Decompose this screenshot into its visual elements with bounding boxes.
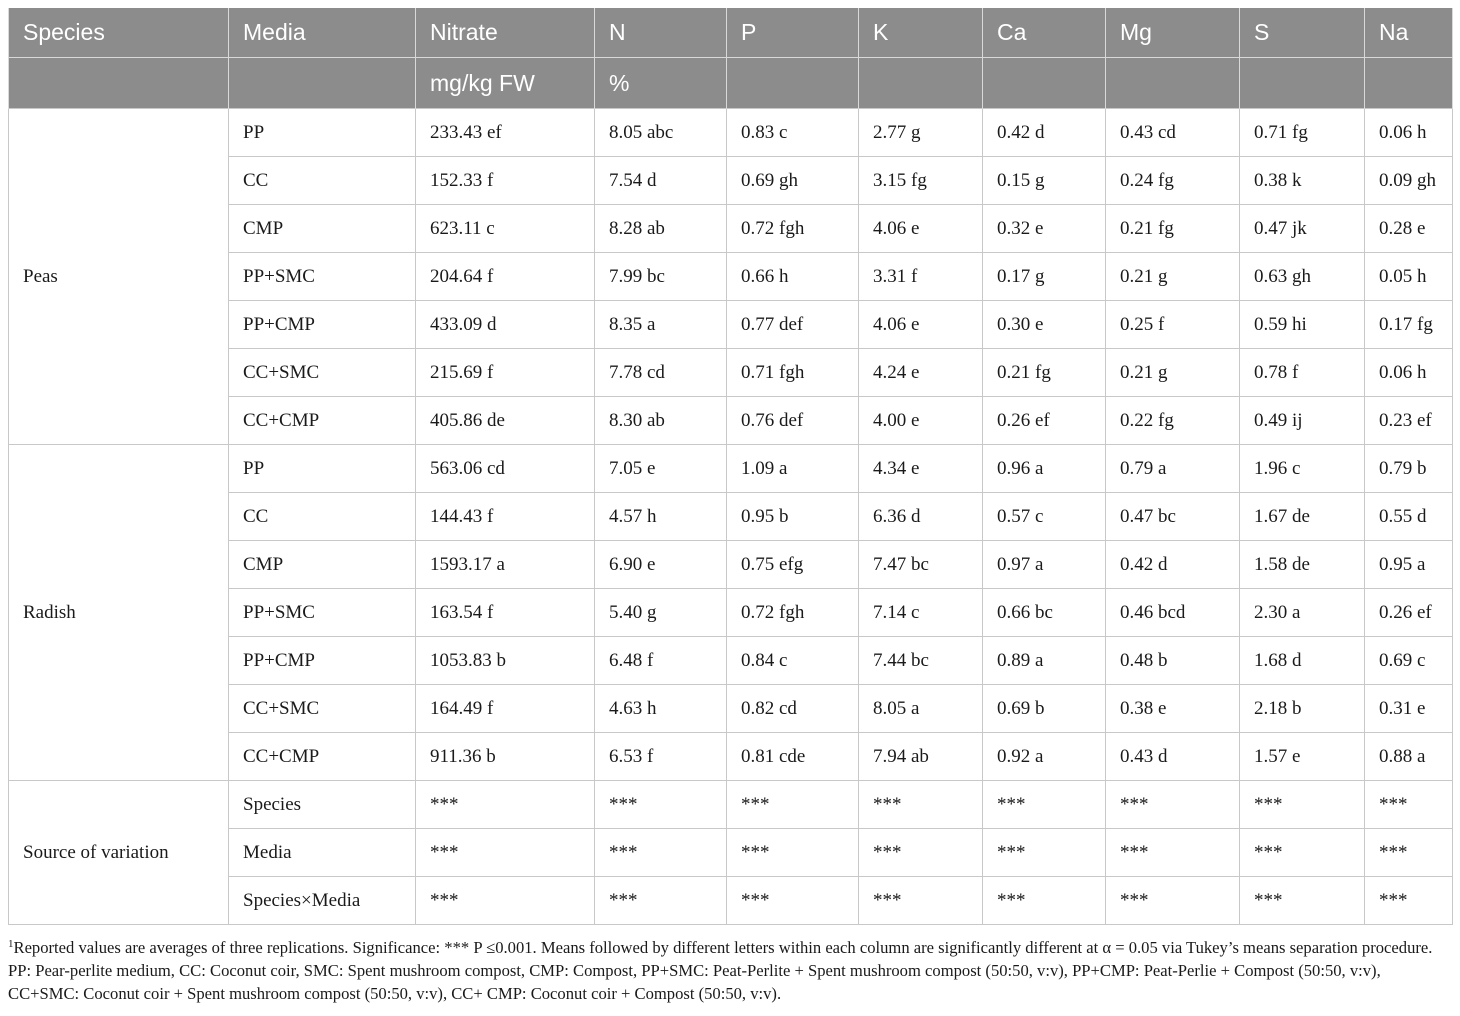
value-cell: 215.69 f — [416, 349, 595, 397]
media-cell: Species×Media — [229, 877, 416, 925]
data-table-container — [8, 8, 1452, 925]
value-cell: 0.77 def — [727, 301, 859, 349]
header-cell: Media — [229, 8, 416, 58]
header-cell — [859, 58, 983, 109]
value-cell: 911.36 b — [416, 733, 595, 781]
value-cell: 2.30 a — [1240, 589, 1365, 637]
value-cell: 1.67 de — [1240, 493, 1365, 541]
media-cell: CC+SMC — [229, 349, 416, 397]
header-cell — [9, 58, 229, 109]
value-cell: 563.06 cd — [416, 445, 595, 493]
table-body — [9, 109, 1453, 925]
value-cell: 0.79 b — [1365, 445, 1453, 493]
value-cell: 163.54 f — [416, 589, 595, 637]
value-cell: 0.97 a — [983, 541, 1106, 589]
value-cell: 0.21 fg — [1106, 205, 1240, 253]
header-cell: Species — [9, 8, 229, 58]
value-cell: 0.43 cd — [1106, 109, 1240, 157]
value-cell: 0.25 f — [1106, 301, 1240, 349]
value-cell: 1.68 d — [1240, 637, 1365, 685]
value-cell: 0.89 a — [983, 637, 1106, 685]
media-cell: PP+CMP — [229, 637, 416, 685]
value-cell: 2.18 b — [1240, 685, 1365, 733]
value-cell: 0.79 a — [1106, 445, 1240, 493]
value-cell: 0.42 d — [983, 109, 1106, 157]
value-cell: 0.57 c — [983, 493, 1106, 541]
value-cell: 6.48 f — [595, 637, 727, 685]
header-cell: P — [727, 8, 859, 58]
media-cell: PP+SMC — [229, 589, 416, 637]
header-cell — [1240, 58, 1365, 109]
value-cell: *** — [983, 781, 1106, 829]
value-cell: 0.55 d — [1365, 493, 1453, 541]
value-cell: *** — [859, 781, 983, 829]
value-cell: 7.78 cd — [595, 349, 727, 397]
header-cell — [983, 58, 1106, 109]
value-cell: 0.71 fg — [1240, 109, 1365, 157]
header-cell: Ca — [983, 8, 1106, 58]
value-cell: *** — [1365, 781, 1453, 829]
value-cell: 5.40 g — [595, 589, 727, 637]
value-cell: 8.28 ab — [595, 205, 727, 253]
value-cell: 4.24 e — [859, 349, 983, 397]
media-cell: CMP — [229, 541, 416, 589]
value-cell: 0.42 d — [1106, 541, 1240, 589]
value-cell: 0.43 d — [1106, 733, 1240, 781]
value-cell: 1.57 e — [1240, 733, 1365, 781]
value-cell: *** — [727, 781, 859, 829]
value-cell: 0.88 a — [1365, 733, 1453, 781]
value-cell: 7.94 ab — [859, 733, 983, 781]
value-cell: *** — [416, 829, 595, 877]
header-cell — [727, 58, 859, 109]
value-cell: *** — [1240, 877, 1365, 925]
media-cell: Species — [229, 781, 416, 829]
media-cell: CMP — [229, 205, 416, 253]
value-cell: *** — [1365, 877, 1453, 925]
value-cell: 0.59 hi — [1240, 301, 1365, 349]
value-cell: 2.77 g — [859, 109, 983, 157]
value-cell: 8.05 abc — [595, 109, 727, 157]
value-cell: *** — [1240, 781, 1365, 829]
header-cell — [1106, 58, 1240, 109]
value-cell: 0.23 ef — [1365, 397, 1453, 445]
value-cell: 0.66 bc — [983, 589, 1106, 637]
value-cell: 4.00 e — [859, 397, 983, 445]
value-cell: 0.38 e — [1106, 685, 1240, 733]
table-row — [9, 781, 1453, 829]
value-cell: 8.35 a — [595, 301, 727, 349]
media-cell: PP+CMP — [229, 301, 416, 349]
value-cell: *** — [727, 829, 859, 877]
header-row-units — [9, 58, 1453, 109]
media-cell: CC — [229, 493, 416, 541]
header-cell: Mg — [1106, 8, 1240, 58]
header-cell: Na — [1365, 8, 1453, 58]
value-cell: 7.14 c — [859, 589, 983, 637]
value-cell: 6.90 e — [595, 541, 727, 589]
value-cell: *** — [727, 877, 859, 925]
value-cell: 0.17 g — [983, 253, 1106, 301]
value-cell: *** — [1106, 829, 1240, 877]
media-cell: Media — [229, 829, 416, 877]
table-header — [9, 8, 1453, 109]
value-cell: 0.06 h — [1365, 109, 1453, 157]
media-cell: PP — [229, 445, 416, 493]
value-cell: 0.83 c — [727, 109, 859, 157]
header-row-labels — [9, 8, 1453, 58]
media-cell: CC+SMC — [229, 685, 416, 733]
value-cell: 8.30 ab — [595, 397, 727, 445]
media-cell: PP+SMC — [229, 253, 416, 301]
value-cell: 0.24 fg — [1106, 157, 1240, 205]
value-cell: 0.66 h — [727, 253, 859, 301]
value-cell: 0.30 e — [983, 301, 1106, 349]
footnote-text: Reported values are averages of three replications. Significance: *** P ≤0.001. Means followed by different letters within each column are significantly different at α = 0.05 via Tukey’s means separation procedure. PP: Pear-perlite medium, CC: Coconut coir, SMC: Spent mushroom compost, CMP: Compost, PP+SMC: Peat-Perlite + Spent mushroom compost (50:50, v:v), PP+CMP: Peat-Perlie + Compost (50:50, v:v), CC+SMC: Coconut coir + Spent mushroom compost (50:50, v:v), CC+ CMP: Coconut coir + Compost (50:50, v:v). — [8, 938, 1433, 1003]
footnote-marker: 1 — [8, 938, 14, 950]
value-cell: 4.06 e — [859, 205, 983, 253]
value-cell: 4.57 h — [595, 493, 727, 541]
value-cell: 4.34 e — [859, 445, 983, 493]
value-cell: 0.72 fgh — [727, 205, 859, 253]
value-cell: 7.99 bc — [595, 253, 727, 301]
value-cell: 8.05 a — [859, 685, 983, 733]
value-cell: 1.96 c — [1240, 445, 1365, 493]
media-cell: CC+CMP — [229, 397, 416, 445]
header-cell: K — [859, 8, 983, 58]
value-cell: 7.54 d — [595, 157, 727, 205]
nutrient-table — [8, 8, 1453, 925]
species-cell: Radish — [9, 445, 229, 781]
value-cell: 204.64 f — [416, 253, 595, 301]
media-cell: PP — [229, 109, 416, 157]
value-cell: 0.31 e — [1365, 685, 1453, 733]
header-cell: mg/kg FW — [416, 58, 595, 109]
value-cell: 7.44 bc — [859, 637, 983, 685]
value-cell: 0.06 h — [1365, 349, 1453, 397]
value-cell: 0.09 gh — [1365, 157, 1453, 205]
header-cell — [229, 58, 416, 109]
value-cell: *** — [1106, 877, 1240, 925]
value-cell: 152.33 f — [416, 157, 595, 205]
value-cell: *** — [416, 877, 595, 925]
value-cell: 3.15 fg — [859, 157, 983, 205]
value-cell: 6.36 d — [859, 493, 983, 541]
value-cell: 7.47 bc — [859, 541, 983, 589]
value-cell: 0.96 a — [983, 445, 1106, 493]
value-cell: 0.28 e — [1365, 205, 1453, 253]
value-cell: 0.38 k — [1240, 157, 1365, 205]
value-cell: 623.11 c — [416, 205, 595, 253]
value-cell: *** — [859, 829, 983, 877]
value-cell: *** — [595, 877, 727, 925]
value-cell: 0.84 c — [727, 637, 859, 685]
value-cell: *** — [983, 877, 1106, 925]
value-cell: 7.05 e — [595, 445, 727, 493]
value-cell: 144.43 f — [416, 493, 595, 541]
value-cell: 0.26 ef — [983, 397, 1106, 445]
value-cell: 0.22 fg — [1106, 397, 1240, 445]
value-cell: 0.69 gh — [727, 157, 859, 205]
value-cell: 0.49 ij — [1240, 397, 1365, 445]
value-cell: 0.82 cd — [727, 685, 859, 733]
value-cell: 164.49 f — [416, 685, 595, 733]
value-cell: 0.15 g — [983, 157, 1106, 205]
value-cell: 0.95 b — [727, 493, 859, 541]
value-cell: *** — [983, 829, 1106, 877]
value-cell: *** — [1106, 781, 1240, 829]
value-cell: 0.47 bc — [1106, 493, 1240, 541]
value-cell: *** — [595, 781, 727, 829]
value-cell: 1053.83 b — [416, 637, 595, 685]
value-cell: 0.92 a — [983, 733, 1106, 781]
value-cell: 0.71 fgh — [727, 349, 859, 397]
value-cell: 0.47 jk — [1240, 205, 1365, 253]
value-cell: 4.63 h — [595, 685, 727, 733]
value-cell: 1.58 de — [1240, 541, 1365, 589]
value-cell: 433.09 d — [416, 301, 595, 349]
table-footnote — [8, 933, 1452, 1005]
value-cell: 0.21 g — [1106, 349, 1240, 397]
header-cell: Nitrate — [416, 8, 595, 58]
species-cell: Peas — [9, 109, 229, 445]
table-row — [9, 445, 1453, 493]
value-cell: 405.86 de — [416, 397, 595, 445]
value-cell: 6.53 f — [595, 733, 727, 781]
value-cell: 4.06 e — [859, 301, 983, 349]
table-row — [9, 109, 1453, 157]
media-cell: CC+CMP — [229, 733, 416, 781]
value-cell: 1.09 a — [727, 445, 859, 493]
value-cell: 0.69 c — [1365, 637, 1453, 685]
value-cell: 0.63 gh — [1240, 253, 1365, 301]
header-cell — [1365, 58, 1453, 109]
value-cell: 0.69 b — [983, 685, 1106, 733]
value-cell: 0.05 h — [1365, 253, 1453, 301]
header-cell: N — [595, 8, 727, 58]
value-cell: 3.31 f — [859, 253, 983, 301]
value-cell: 233.43 ef — [416, 109, 595, 157]
value-cell: 0.21 g — [1106, 253, 1240, 301]
value-cell: 0.72 fgh — [727, 589, 859, 637]
species-cell: Source of variation — [9, 781, 229, 925]
value-cell: *** — [859, 877, 983, 925]
value-cell: 0.81 cde — [727, 733, 859, 781]
value-cell: 0.95 a — [1365, 541, 1453, 589]
value-cell: 0.32 e — [983, 205, 1106, 253]
value-cell: *** — [416, 781, 595, 829]
value-cell: 0.17 fg — [1365, 301, 1453, 349]
value-cell: 0.76 def — [727, 397, 859, 445]
header-cell: % — [595, 58, 727, 109]
value-cell: *** — [595, 829, 727, 877]
value-cell: 0.48 b — [1106, 637, 1240, 685]
value-cell: *** — [1240, 829, 1365, 877]
media-cell: CC — [229, 157, 416, 205]
value-cell: 0.46 bcd — [1106, 589, 1240, 637]
value-cell: *** — [1365, 829, 1453, 877]
value-cell: 0.75 efg — [727, 541, 859, 589]
value-cell: 0.26 ef — [1365, 589, 1453, 637]
value-cell: 1593.17 a — [416, 541, 595, 589]
value-cell: 0.21 fg — [983, 349, 1106, 397]
value-cell: 0.78 f — [1240, 349, 1365, 397]
header-cell: S — [1240, 8, 1365, 58]
